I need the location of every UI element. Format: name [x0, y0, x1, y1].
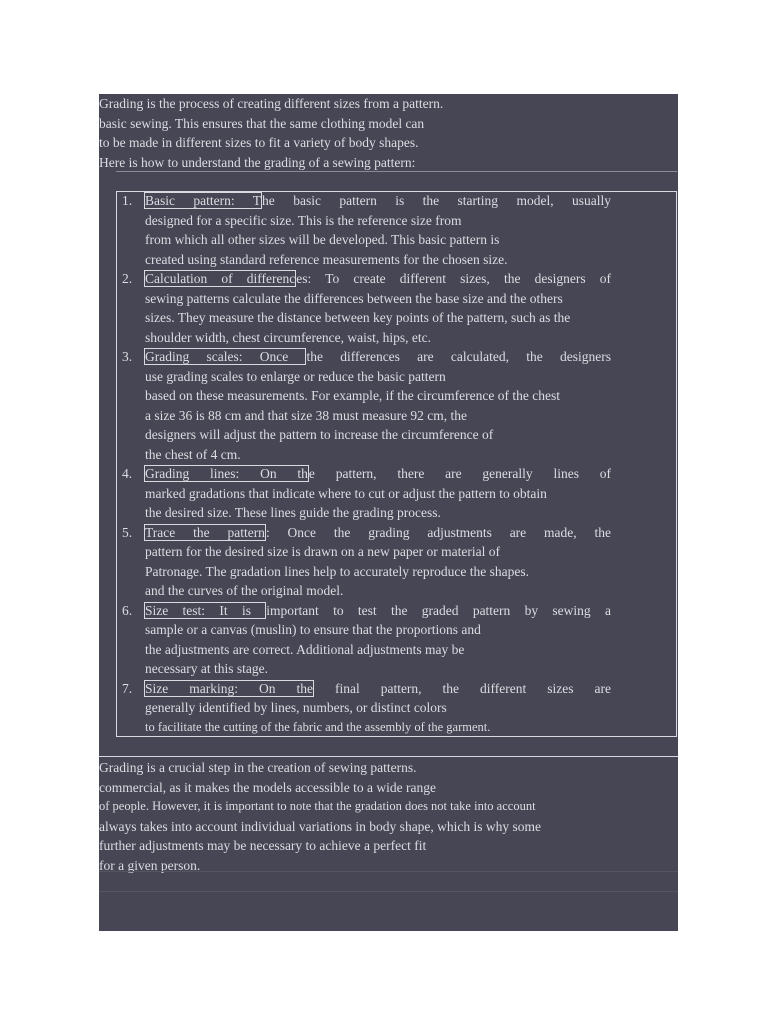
intro-line: to be made in different sizes to fit a variety of body shapes.	[99, 135, 419, 150]
list-item	[99, 523, 613, 601]
item-line: sample or a canvas (muslin) to ensure that the proportions and	[145, 622, 481, 637]
item-number: 2.	[122, 271, 133, 286]
item-line: generally identified by lines, numbers, or distinct colors	[145, 700, 447, 715]
divider-line	[99, 871, 678, 872]
item-line: from which all other sizes will be developed. This basic pattern is	[145, 232, 500, 247]
item-heading: Grading lines: On th	[145, 466, 308, 481]
item-line: based on these measurements. For example, if the circumference of the chest	[145, 388, 560, 403]
list-top-divider	[116, 171, 677, 192]
list-item	[99, 679, 613, 738]
item-heading: Calculation of differenc	[145, 271, 296, 286]
item-heading: Size test: It is	[145, 602, 266, 618]
item-heading: Trace the pattern	[145, 524, 265, 540]
intro-line: Grading is the process of creating different sizes from a pattern.	[99, 96, 444, 111]
item-text: important to test the graded pattern by sewing a	[266, 602, 611, 618]
item-text: es: To create different sizes, the designers of	[296, 271, 612, 286]
intro-line: Here is how to understand the grading of a sewing pattern:	[99, 154, 416, 170]
document-page	[99, 94, 678, 931]
item-line: designed for a specific size. This is the reference size from	[145, 212, 462, 228]
item-text: : Once the grading adjustments are made, the	[265, 524, 611, 540]
closing-line: commercial, as it makes the models accessible to a wide range	[99, 779, 436, 795]
list-item	[99, 191, 613, 269]
item-number: 6.	[122, 602, 133, 618]
item-text: the differences are calculated, the designers	[306, 349, 611, 364]
item-number: 1.	[122, 193, 133, 208]
item-heading: Size marking: On the	[145, 680, 313, 696]
item-line: and the curves of the original model.	[145, 583, 344, 598]
item-line: marked gradations that indicate where to cut or adjust the pattern to obtain	[145, 485, 547, 501]
item-line: the adjustments are correct. Additional adjustments may be	[145, 641, 465, 657]
item-number: 5.	[122, 524, 133, 540]
item-line: Patronage. The gradation lines help to accurately reproduce the shapes.	[145, 563, 529, 579]
item-line: created using standard reference measurements for the chosen size.	[145, 251, 508, 267]
item-line: designers will adjust the pattern to increase the circumference of	[145, 427, 494, 442]
closing-paragraph	[99, 758, 678, 875]
list-item	[99, 347, 613, 464]
list-item	[99, 464, 613, 523]
item-line: sizes. They measure the distance between key points of the pattern, such as the	[145, 310, 571, 325]
intro-line: basic sewing. This ensures that the same clothing model can	[99, 115, 425, 131]
item-line: a size 36 is 88 cm and that size 38 must measure 92 cm, the	[145, 407, 468, 423]
item-text: he basic pattern is the starting model, usually	[262, 193, 611, 208]
item-line: use grading scales to enlarge or reduce the basic pattern	[145, 368, 446, 384]
item-line: pattern for the desired size is drawn on a new paper or material of	[145, 544, 500, 559]
closing-line: always takes into account individual variations in body shape, which is why some	[99, 818, 542, 834]
item-heading: Grading scales: Once	[145, 349, 306, 364]
list-item	[99, 269, 613, 347]
closing-line: Grading is a crucial step in the creation of sewing patterns.	[99, 760, 417, 775]
divider-line	[99, 891, 678, 892]
item-number: 4.	[122, 466, 133, 481]
item-line: the chest of 4 cm.	[145, 446, 241, 462]
item-text: e pattern, there are generally lines of	[308, 466, 611, 481]
item-number: 7.	[122, 680, 133, 696]
steps-list	[99, 191, 678, 737]
item-line: shoulder width, chest circumference, waist, hips, etc.	[145, 329, 432, 345]
intro-paragraph	[99, 94, 678, 172]
section-divider	[99, 739, 678, 757]
item-text: final pattern, the different sizes are	[313, 680, 611, 696]
item-line: to facilitate the cutting of the fabric and the assembly of the garment.	[145, 719, 491, 734]
item-line: necessary at this stage.	[145, 661, 268, 676]
closing-line: of people. However, it is important to note that the gradation does not take into account	[99, 799, 536, 813]
item-line: sewing patterns calculate the differences between the base size and the others	[145, 290, 563, 306]
closing-line: for a given person.	[99, 857, 201, 873]
item-number: 3.	[122, 349, 133, 364]
item-heading: Basic pattern: T	[145, 193, 262, 208]
closing-line: further adjustments may be necessary to achieve a perfect fit	[99, 838, 427, 853]
item-line: the desired size. These lines guide the grading process.	[145, 505, 441, 520]
list-item	[99, 601, 613, 679]
